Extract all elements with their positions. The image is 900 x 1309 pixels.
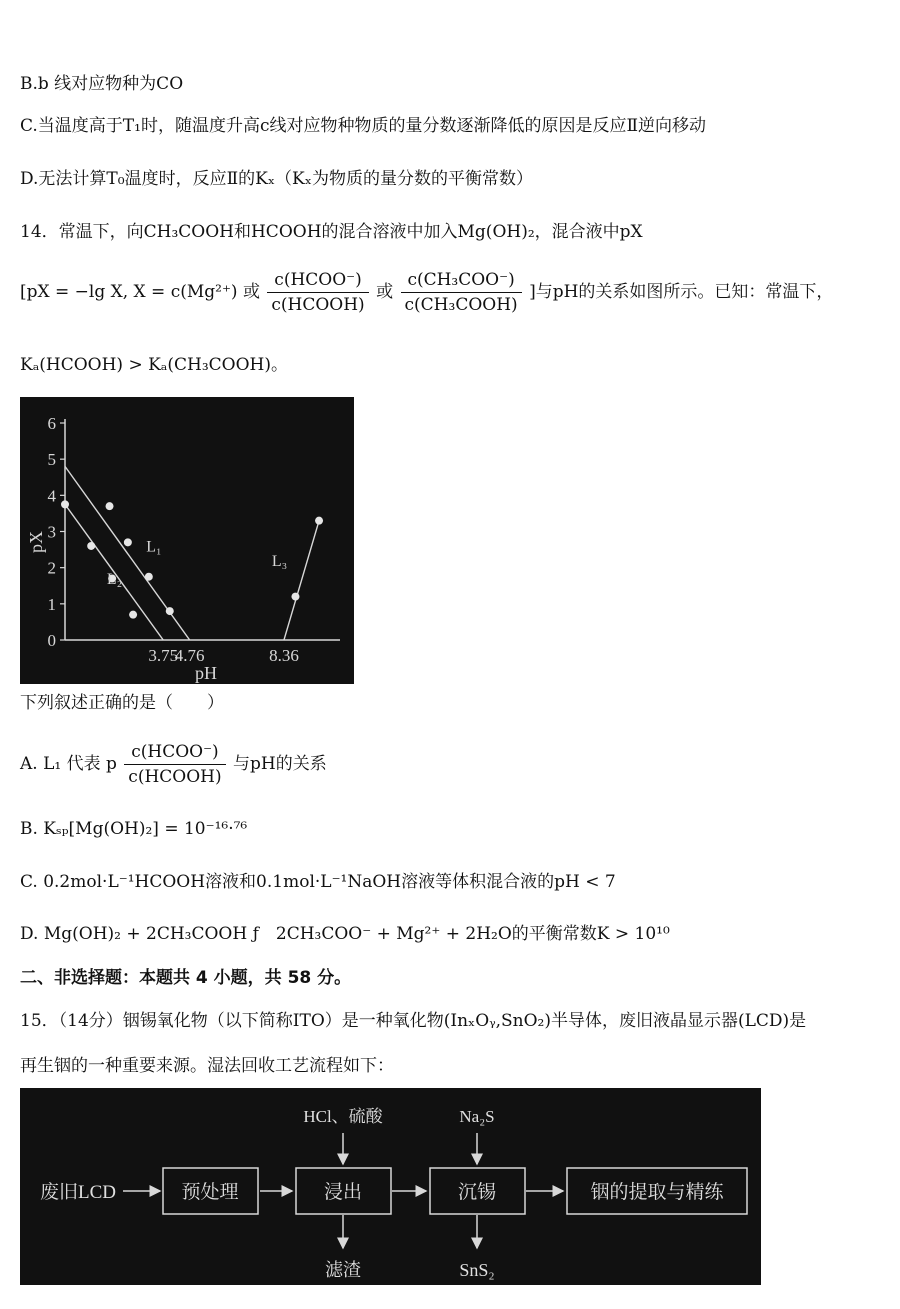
y-tick-label: 5 [47, 450, 56, 470]
chart-svg [20, 397, 354, 684]
fraction-denominator: c(HCOOH) [128, 767, 222, 787]
data-point [315, 517, 323, 525]
q14-question: 下列叙述正确的是（ ） [20, 693, 224, 713]
flow-input-label: 废旧LCD [40, 1182, 117, 1203]
fraction-denominator: c(CH₃COOH) [404, 295, 518, 315]
x-tick-label: 8.36 [269, 646, 299, 665]
y-axis-label: pX [26, 531, 46, 553]
flow-box-leaching-label: 浸出 [323, 1182, 363, 1203]
q14-option-b[interactable]: B. Kₛₚ[Mg(OH)₂] = 10⁻¹⁶·⁷⁶ [20, 819, 248, 839]
option-c-previous: C.当温度高于T₁时，随温度升高c线对应物种物质的量分数逐渐降低的原因是反应Ⅱ逆向移动 [20, 116, 707, 136]
series-label: L₁ [146, 538, 162, 556]
option-b-previous: B.b 线对应物种为CO [20, 74, 184, 94]
q14-stem-line1: 14．常温下，向CH₃COOH和HCOOH的混合溶液中加入Mg(OH)₂，混合液中pX [20, 222, 643, 242]
fraction-hcoo [267, 268, 368, 317]
series-label: L₂ [106, 570, 123, 588]
data-point [129, 611, 137, 619]
series-line [284, 521, 319, 640]
y-tick-label: 4 [47, 486, 56, 506]
data-point [124, 538, 132, 546]
process-flow-diagram [20, 1088, 761, 1285]
fraction-numerator: c(HCOO⁻) [267, 268, 368, 293]
flow-box-pretreatment-label: 预处理 [181, 1182, 239, 1203]
q14-option-c[interactable]: C. 0.2mol·L⁻¹HCOOH溶液和0.1mol·L⁻¹NaOH溶液等体积混合液的pH < 7 [20, 872, 616, 892]
q14-stem-line2 [20, 268, 833, 317]
or-word: 或 [376, 282, 394, 302]
y-tick-label: 1 [47, 594, 56, 614]
option-a-suffix: 与pH的关系 [233, 754, 327, 774]
y-tick-label: 2 [47, 558, 56, 578]
fraction-option-a [124, 740, 225, 789]
flow-reagent-hcl: HCl、硫酸 [303, 1107, 383, 1126]
fraction-numerator: c(HCOO⁻) [124, 740, 225, 765]
flow-box-tin-label: 沉锡 [457, 1182, 497, 1203]
y-tick-label: 6 [47, 414, 56, 433]
section-heading: 二、非选择题：本题共 4 小题，共 58 分。 [20, 968, 352, 988]
data-point [166, 607, 174, 615]
flow-box-extraction-label: 铟的提取与精练 [590, 1182, 724, 1203]
chart-axes [26, 414, 340, 683]
q15-stem-line2: 再生铟的一种重要来源。湿法回收工艺流程如下： [20, 1056, 394, 1076]
q14-stem2-prefix: [pX = −lg X, X = c(Mg²⁺) 或 [20, 282, 260, 302]
q15-stem-line1: 15．（14分）铟锡氧化物（以下简称ITO）是一种氧化物(InₓOᵧ,SnO₂)半导体，废旧液晶显示器(LCD)是 [20, 1011, 807, 1031]
x-tick-label: 4.76 [174, 646, 205, 665]
y-tick-label: 3 [47, 522, 56, 542]
flow-output-sns2: SnS₂ [459, 1260, 495, 1280]
fraction-numerator: c(CH₃COO⁻) [401, 268, 522, 293]
q14-stem2-suffix: ]与pH的关系如图所示。已知：常温下， [529, 282, 834, 302]
px-ph-chart [20, 397, 354, 684]
x-axis-label: pH [195, 663, 217, 683]
flow-reagent-na2s: Na₂S [459, 1107, 495, 1126]
data-point [61, 500, 69, 508]
series-label: L₃ [271, 552, 288, 570]
y-tick-label: 0 [47, 631, 56, 650]
option-a-prefix: A. L₁ 代表 p [20, 754, 117, 774]
data-point [106, 502, 114, 510]
chart-marks [61, 466, 323, 640]
data-point [87, 542, 95, 550]
flow-svg [20, 1088, 761, 1285]
fraction-ch3coo [401, 268, 522, 317]
q14-option-d[interactable]: D. Mg(OH)₂ + 2CH₃COOH ƒ 2CH₃COO⁻ + Mg²⁺ + 2H₂O的平衡常数K > 10¹⁰ [20, 924, 670, 944]
data-point [145, 573, 153, 581]
x-tick-label: 3.75 [148, 646, 179, 665]
q14-stem-line3: Kₐ(HCOOH) > Kₐ(CH₃COOH)。 [20, 355, 288, 375]
flow-output-residue: 滤渣 [325, 1260, 361, 1280]
data-point [291, 593, 299, 601]
option-d-previous: D.无法计算T₀温度时，反应Ⅱ的Kₓ（Kₓ为物质的量分数的平衡常数） [20, 169, 533, 189]
fraction-denominator: c(HCOOH) [271, 295, 365, 315]
q14-option-a[interactable] [20, 740, 327, 789]
